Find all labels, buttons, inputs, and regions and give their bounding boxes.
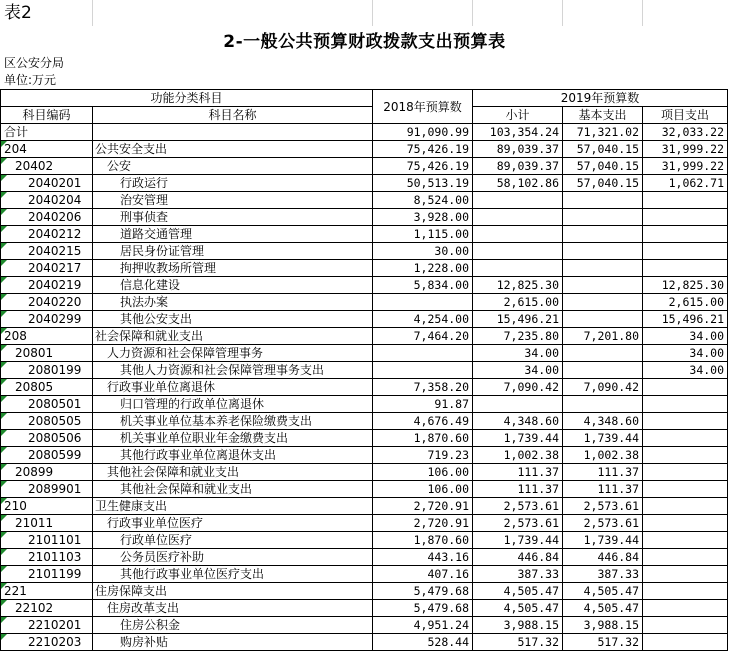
row-code: 2101103 bbox=[1, 549, 93, 566]
row-name: 执法办案 bbox=[93, 294, 373, 311]
table-row bbox=[1, 158, 728, 175]
currency-unit: 单位:万元 bbox=[4, 73, 57, 87]
row-2019-project: 2,615.00 bbox=[643, 294, 728, 311]
row-2019-subtotal: 103,354.24 bbox=[473, 124, 563, 141]
row-name: 住房公积金 bbox=[93, 617, 373, 634]
row-2019-subtotal bbox=[473, 260, 563, 277]
row-2019-subtotal bbox=[473, 192, 563, 209]
table-row bbox=[1, 447, 728, 464]
row-2019-subtotal: 12,825.30 bbox=[473, 277, 563, 294]
row-2019-project bbox=[643, 396, 728, 413]
row-code: 2040299 bbox=[1, 311, 93, 328]
row-2019-subtotal: 4,505.47 bbox=[473, 583, 563, 600]
table-row bbox=[1, 192, 728, 209]
table-row bbox=[1, 277, 728, 294]
row-2018-budget: 5,834.00 bbox=[373, 277, 473, 294]
row-2018-budget: 7,464.20 bbox=[373, 328, 473, 345]
row-2019-subtotal: 1,739.44 bbox=[473, 532, 563, 549]
table-row bbox=[1, 481, 728, 498]
row-name: 公安 bbox=[93, 158, 373, 175]
row-2019-project bbox=[643, 243, 728, 260]
row-2018-budget: 3,928.00 bbox=[373, 209, 473, 226]
row-name: 信息化建设 bbox=[93, 277, 373, 294]
row-code: 2101199 bbox=[1, 566, 93, 583]
row-name: 其他行政事业单位医疗支出 bbox=[93, 566, 373, 583]
row-2019-subtotal: 89,039.37 bbox=[473, 158, 563, 175]
row-name: 卫生健康支出 bbox=[93, 498, 373, 515]
row-2019-project bbox=[643, 549, 728, 566]
row-code: 2040215 bbox=[1, 243, 93, 260]
table-row bbox=[1, 124, 728, 141]
table-row bbox=[1, 583, 728, 600]
row-2018-budget bbox=[373, 294, 473, 311]
table-body bbox=[1, 124, 728, 651]
row-2018-budget: 30.00 bbox=[373, 243, 473, 260]
row-code: 2080199 bbox=[1, 362, 93, 379]
row-name: 居民身份证管理 bbox=[93, 243, 373, 260]
row-2019-project: 31,999.22 bbox=[643, 158, 728, 175]
row-2019-basic bbox=[563, 192, 643, 209]
row-2018-budget: 106.00 bbox=[373, 464, 473, 481]
row-2019-project bbox=[643, 413, 728, 430]
row-2019-subtotal: 446.84 bbox=[473, 549, 563, 566]
row-2019-basic: 387.33 bbox=[563, 566, 643, 583]
row-name: 其他社会保障和就业支出 bbox=[93, 464, 373, 481]
row-2019-project bbox=[643, 192, 728, 209]
row-2019-basic: 7,201.80 bbox=[563, 328, 643, 345]
header-name: 科目名称 bbox=[93, 107, 373, 124]
row-2019-project bbox=[643, 515, 728, 532]
row-2019-basic bbox=[563, 209, 643, 226]
row-2019-subtotal: 2,573.61 bbox=[473, 498, 563, 515]
row-2019-basic bbox=[563, 260, 643, 277]
row-2019-subtotal bbox=[473, 243, 563, 260]
row-2018-budget: 1,870.60 bbox=[373, 532, 473, 549]
table-row bbox=[1, 243, 728, 260]
row-2018-budget: 5,479.68 bbox=[373, 600, 473, 617]
row-code: 2080506 bbox=[1, 430, 93, 447]
row-2019-subtotal: 15,496.21 bbox=[473, 311, 563, 328]
row-2019-subtotal bbox=[473, 209, 563, 226]
row-code: 20805 bbox=[1, 379, 93, 396]
row-name: 拘押收教场所管理 bbox=[93, 260, 373, 277]
row-code: 2040217 bbox=[1, 260, 93, 277]
row-name: 社会保障和就业支出 bbox=[93, 328, 373, 345]
row-2018-budget: 75,426.19 bbox=[373, 158, 473, 175]
row-2019-project: 15,496.21 bbox=[643, 311, 728, 328]
row-2019-subtotal: 89,039.37 bbox=[473, 141, 563, 158]
row-2019-basic: 111.37 bbox=[563, 464, 643, 481]
row-2019-basic bbox=[563, 362, 643, 379]
row-2019-project bbox=[643, 209, 728, 226]
row-code: 21011 bbox=[1, 515, 93, 532]
row-name: 其他社会保障和就业支出 bbox=[93, 481, 373, 498]
row-2019-subtotal: 111.37 bbox=[473, 464, 563, 481]
row-2019-subtotal: 7,090.42 bbox=[473, 379, 563, 396]
row-2019-subtotal bbox=[473, 396, 563, 413]
row-code: 合计 bbox=[1, 124, 93, 141]
row-2019-basic: 2,573.61 bbox=[563, 515, 643, 532]
row-2019-subtotal: 2,615.00 bbox=[473, 294, 563, 311]
row-2019-basic: 57,040.15 bbox=[563, 175, 643, 192]
table-row bbox=[1, 379, 728, 396]
row-2019-subtotal: 387.33 bbox=[473, 566, 563, 583]
header-2018-budget: 2018年预算数 bbox=[373, 90, 473, 124]
row-2019-basic: 1,002.38 bbox=[563, 447, 643, 464]
sheet-gridlines bbox=[0, 0, 729, 26]
row-2018-budget bbox=[373, 362, 473, 379]
row-2018-budget: 4,254.00 bbox=[373, 311, 473, 328]
sheet-corner-label: 表2 bbox=[4, 3, 32, 23]
table-row bbox=[1, 209, 728, 226]
row-2019-project: 31,999.22 bbox=[643, 141, 728, 158]
table-row bbox=[1, 498, 728, 515]
row-2019-project: 12,825.30 bbox=[643, 277, 728, 294]
row-name: 道路交通管理 bbox=[93, 226, 373, 243]
table-row bbox=[1, 430, 728, 447]
table-row bbox=[1, 362, 728, 379]
row-2019-subtotal bbox=[473, 226, 563, 243]
row-name: 归口管理的行政单位离退休 bbox=[93, 396, 373, 413]
row-2019-project bbox=[643, 617, 728, 634]
row-2019-basic: 446.84 bbox=[563, 549, 643, 566]
row-2018-budget: 528.44 bbox=[373, 634, 473, 651]
row-2018-budget: 1,870.60 bbox=[373, 430, 473, 447]
row-2018-budget: 2,720.91 bbox=[373, 515, 473, 532]
table-row bbox=[1, 260, 728, 277]
header-basic: 基本支出 bbox=[563, 107, 643, 124]
row-2019-project bbox=[643, 583, 728, 600]
row-name: 住房保障支出 bbox=[93, 583, 373, 600]
row-name: 行政运行 bbox=[93, 175, 373, 192]
row-2019-project: 1,062.71 bbox=[643, 175, 728, 192]
table-row bbox=[1, 141, 728, 158]
header-project: 项目支出 bbox=[643, 107, 728, 124]
row-2018-budget: 106.00 bbox=[373, 481, 473, 498]
row-name: 行政单位医疗 bbox=[93, 532, 373, 549]
row-code: 221 bbox=[1, 583, 93, 600]
table-row bbox=[1, 328, 728, 345]
table-row bbox=[1, 617, 728, 634]
row-code: 2040212 bbox=[1, 226, 93, 243]
row-code: 2101101 bbox=[1, 532, 93, 549]
row-2018-budget: 4,951.24 bbox=[373, 617, 473, 634]
row-name: 公务员医疗补助 bbox=[93, 549, 373, 566]
row-2019-subtotal: 34.00 bbox=[473, 362, 563, 379]
table-row bbox=[1, 532, 728, 549]
row-2019-basic: 2,573.61 bbox=[563, 498, 643, 515]
row-2019-basic: 7,090.42 bbox=[563, 379, 643, 396]
row-code: 2080599 bbox=[1, 447, 93, 464]
row-code: 2040201 bbox=[1, 175, 93, 192]
row-code: 20899 bbox=[1, 464, 93, 481]
row-name: 机关事业单位职业年金缴费支出 bbox=[93, 430, 373, 447]
row-2019-project: 34.00 bbox=[643, 362, 728, 379]
header-subtotal: 小计 bbox=[473, 107, 563, 124]
row-2019-project bbox=[643, 498, 728, 515]
row-2018-budget: 443.16 bbox=[373, 549, 473, 566]
table-row bbox=[1, 515, 728, 532]
row-2019-subtotal: 1,739.44 bbox=[473, 430, 563, 447]
row-2019-basic: 3,988.15 bbox=[563, 617, 643, 634]
row-code: 22102 bbox=[1, 600, 93, 617]
row-2019-project: 34.00 bbox=[643, 345, 728, 362]
unit-name: 区公安分局 bbox=[4, 56, 65, 70]
row-2019-project bbox=[643, 634, 728, 651]
row-2019-basic bbox=[563, 311, 643, 328]
row-code: 204 bbox=[1, 141, 93, 158]
table-row bbox=[1, 413, 728, 430]
row-2019-project bbox=[643, 532, 728, 549]
row-code: 2080501 bbox=[1, 396, 93, 413]
row-code: 2210201 bbox=[1, 617, 93, 634]
row-name: 其他人力资源和社会保障管理事务支出 bbox=[93, 362, 373, 379]
row-2019-basic bbox=[563, 396, 643, 413]
row-code: 210 bbox=[1, 498, 93, 515]
row-2019-subtotal: 7,235.80 bbox=[473, 328, 563, 345]
row-2019-subtotal: 517.32 bbox=[473, 634, 563, 651]
row-2019-basic: 4,505.47 bbox=[563, 600, 643, 617]
row-2019-basic: 57,040.15 bbox=[563, 141, 643, 158]
row-name: 其他行政事业单位离退休支出 bbox=[93, 447, 373, 464]
row-2018-budget: 5,479.68 bbox=[373, 583, 473, 600]
header-code: 科目编码 bbox=[1, 107, 93, 124]
row-2018-budget: 75,426.19 bbox=[373, 141, 473, 158]
row-2018-budget: 50,513.19 bbox=[373, 175, 473, 192]
row-2019-basic: 4,348.60 bbox=[563, 413, 643, 430]
row-name: 治安管理 bbox=[93, 192, 373, 209]
table-row bbox=[1, 294, 728, 311]
row-code: 20402 bbox=[1, 158, 93, 175]
row-2019-basic bbox=[563, 277, 643, 294]
row-2019-project bbox=[643, 260, 728, 277]
header-2019-group: 2019年预算数 bbox=[473, 90, 728, 107]
row-2019-subtotal: 34.00 bbox=[473, 345, 563, 362]
row-2019-basic: 111.37 bbox=[563, 481, 643, 498]
table-row bbox=[1, 345, 728, 362]
row-2019-project bbox=[643, 481, 728, 498]
row-2019-project bbox=[643, 226, 728, 243]
row-name: 其他公安支出 bbox=[93, 311, 373, 328]
row-name: 刑事侦查 bbox=[93, 209, 373, 226]
row-2019-basic: 57,040.15 bbox=[563, 158, 643, 175]
row-2019-basic bbox=[563, 345, 643, 362]
row-code: 20801 bbox=[1, 345, 93, 362]
row-2019-project bbox=[643, 600, 728, 617]
table-row bbox=[1, 600, 728, 617]
row-code: 2080505 bbox=[1, 413, 93, 430]
row-2018-budget: 4,676.49 bbox=[373, 413, 473, 430]
row-2019-project bbox=[643, 447, 728, 464]
row-2019-subtotal: 3,988.15 bbox=[473, 617, 563, 634]
row-2018-budget: 91,090.99 bbox=[373, 124, 473, 141]
row-2018-budget: 7,358.20 bbox=[373, 379, 473, 396]
row-2018-budget: 1,228.00 bbox=[373, 260, 473, 277]
row-name: 人力资源和社会保障管理事务 bbox=[93, 345, 373, 362]
row-name: 购房补贴 bbox=[93, 634, 373, 651]
row-2019-subtotal: 2,573.61 bbox=[473, 515, 563, 532]
row-2018-budget bbox=[373, 345, 473, 362]
row-2019-subtotal: 1,002.38 bbox=[473, 447, 563, 464]
table-row bbox=[1, 311, 728, 328]
row-2018-budget: 719.23 bbox=[373, 447, 473, 464]
table-row bbox=[1, 634, 728, 651]
row-code: 208 bbox=[1, 328, 93, 345]
row-2018-budget: 2,720.91 bbox=[373, 498, 473, 515]
row-code: 2040219 bbox=[1, 277, 93, 294]
row-2019-basic: 4,505.47 bbox=[563, 583, 643, 600]
row-2019-basic: 71,321.02 bbox=[563, 124, 643, 141]
row-2019-project bbox=[643, 566, 728, 583]
row-code: 2210203 bbox=[1, 634, 93, 651]
table-header bbox=[1, 90, 728, 124]
row-name bbox=[93, 124, 373, 141]
row-2018-budget: 91.87 bbox=[373, 396, 473, 413]
row-2019-basic bbox=[563, 294, 643, 311]
row-2019-project bbox=[643, 464, 728, 481]
table-row bbox=[1, 549, 728, 566]
table-row bbox=[1, 396, 728, 413]
row-2019-project bbox=[643, 379, 728, 396]
row-2019-project: 34.00 bbox=[643, 328, 728, 345]
page-title: 2-一般公共预算财政拨款支出预算表 bbox=[223, 32, 506, 52]
row-code: 2040204 bbox=[1, 192, 93, 209]
row-name: 公共安全支出 bbox=[93, 141, 373, 158]
row-2019-subtotal: 58,102.86 bbox=[473, 175, 563, 192]
row-name: 行政事业单位离退休 bbox=[93, 379, 373, 396]
row-2019-project: 32,033.22 bbox=[643, 124, 728, 141]
row-name: 机关事业单位基本养老保险缴费支出 bbox=[93, 413, 373, 430]
row-2019-project bbox=[643, 430, 728, 447]
row-2019-subtotal: 4,505.47 bbox=[473, 600, 563, 617]
budget-table bbox=[0, 89, 728, 651]
row-2018-budget: 407.16 bbox=[373, 566, 473, 583]
row-2019-basic bbox=[563, 243, 643, 260]
row-name: 住房改革支出 bbox=[93, 600, 373, 617]
header-func-group: 功能分类科目 bbox=[1, 90, 373, 107]
table-row bbox=[1, 175, 728, 192]
row-2018-budget: 8,524.00 bbox=[373, 192, 473, 209]
row-2019-subtotal: 111.37 bbox=[473, 481, 563, 498]
row-code: 2040206 bbox=[1, 209, 93, 226]
row-2019-subtotal: 4,348.60 bbox=[473, 413, 563, 430]
row-2019-basic: 1,739.44 bbox=[563, 532, 643, 549]
row-code: 2040220 bbox=[1, 294, 93, 311]
row-2018-budget: 1,115.00 bbox=[373, 226, 473, 243]
row-code: 2089901 bbox=[1, 481, 93, 498]
row-2019-basic: 517.32 bbox=[563, 634, 643, 651]
row-2019-basic: 1,739.44 bbox=[563, 430, 643, 447]
table-row bbox=[1, 464, 728, 481]
table-row bbox=[1, 566, 728, 583]
table-row bbox=[1, 226, 728, 243]
row-2019-basic bbox=[563, 226, 643, 243]
budget-table-wrapper bbox=[0, 89, 729, 651]
row-name: 行政事业单位医疗 bbox=[93, 515, 373, 532]
